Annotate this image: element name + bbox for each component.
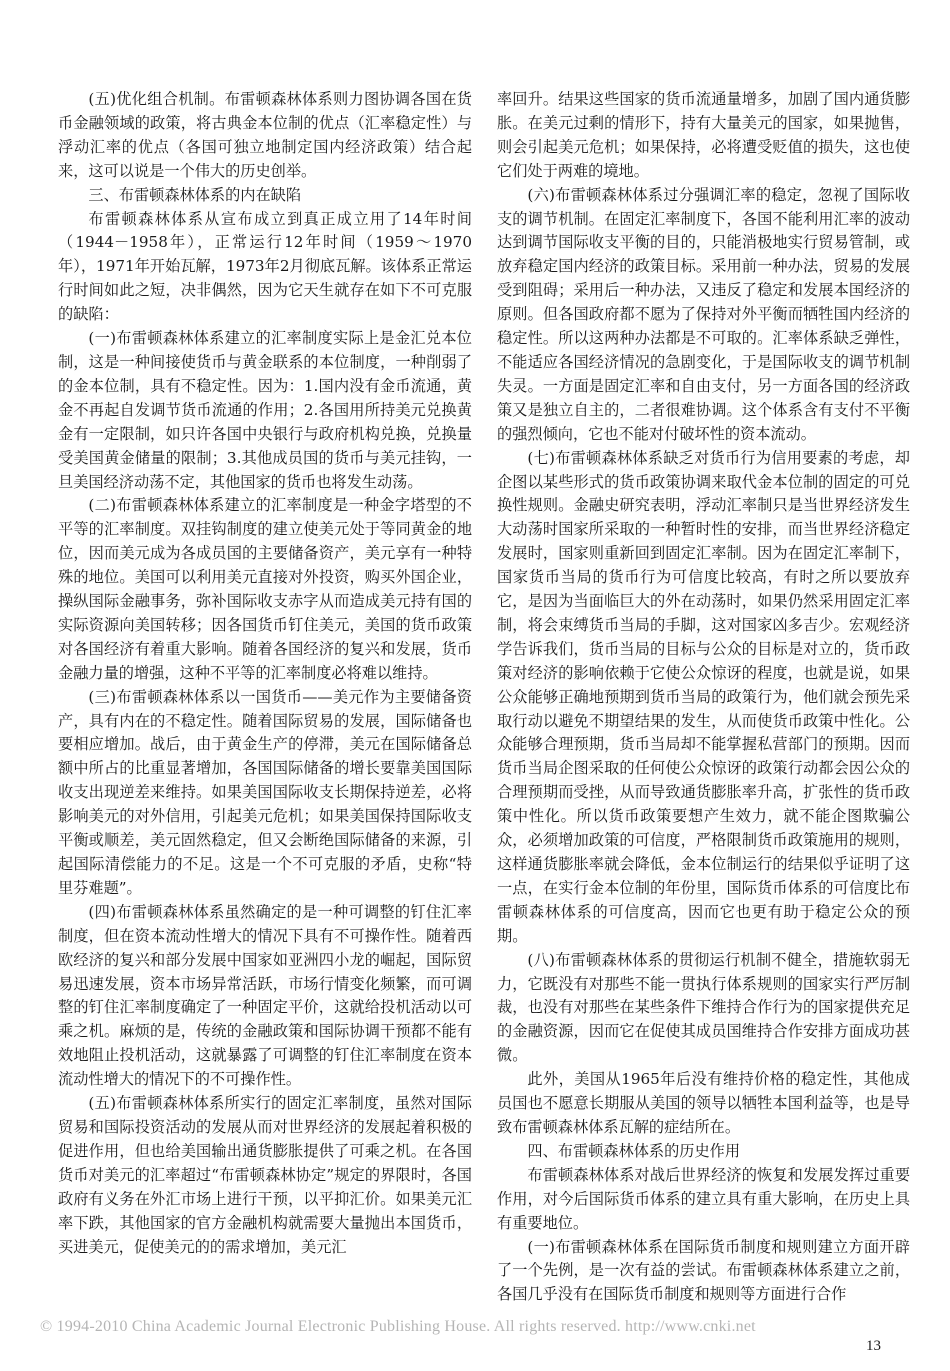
paragraph: (一)布雷顿森林体系建立的汇率制度实际上是金汇兑本位制，这是一种间接使货币与黄金联系的本位制度，一种削弱了的金本位制，具有不稳定性。因为：1.国内没有金币流通，黄金不再起自发调节货币流通的作用；2.各国用所持美元兑换黄金有一定限制，如只许各国中央银行与政府机构兑换，兑换量受美国黄金储量的限制；3.其他成员国的货币与美元挂钩，一旦美国经济动荡不定，其他国家的货币也将发生动荡。 — [58, 329, 472, 491]
section-heading: 四、布雷顿森林体系的历史作用 — [527, 1141, 741, 1160]
paragraph: 率回升。结果这些国家的货币流通量增多，加剧了国内通货膨胀。在美元过剩的情形下，持有大量美元的国家，如果抛售，则会引起美元危机；如果保持，必将遭受贬值的损失，这也使它们处于两难的境地。 — [497, 90, 910, 180]
paragraph: (四)布雷顿森林体系虽然确定的是一种可调整的钉住汇率制度，但在资本流动性增大的情况下具有不可操作性。随着西欧经济的复兴和部分发展中国家如亚洲四小龙的崛起，国际贸易迅速发展，资本市场异常活跃，市场行情变化频繁，而可调整的钉住汇率制度确定了一种固定平价，这就给投机活动以可乘之机。麻烦的是，传统的金融政策和国际协调干预都不能有效地阻止投机活动，这就暴露了可调整的钉住汇率制度在资本流动性增大的情况下的不可操作性。 — [58, 902, 472, 1089]
paragraph: (五)优化组合机制。布雷顿森林体系则力图协调各国在货币金融领域的政策，将古典金本位制的优点（汇率稳定性）与浮动汇率的优点（各国可独立地制定国内经济政策）结合起来，这可以说是一个伟大的历史创举。 — [58, 90, 472, 180]
section-heading: 三、布雷顿森林体系的内在缺陷 — [88, 185, 302, 204]
paragraph: (一)布雷顿森林体系在国际货币制度和规则建立方面开辟了一个先例，是一次有益的尝试。布雷顿森林体系建立之前，各国几乎没有在国际货币制度和规则等方面进行合作 — [497, 1237, 910, 1304]
right-column — [497, 88, 910, 1307]
paragraph: (二)布雷顿森林体系建立的汇率制度是一种金字塔型的不平等的汇率制度。双挂钩制度的建立使美元处于等同黄金的地位，因而美元成为各成员国的主要储备资产，美元享有一种特殊的地位。美国可以利用美元直接对外投资，购买外国企业，操纵国际金融事务，弥补国际收支赤字从而造成美元持有国的实际资源向美国转移；因各国货币钉住美元，美国的货币政策对各国经济有着重大影响。随着各国经济的复兴和发展，货币金融力量的增强，这种不平等的汇率制度必将难以维持。 — [58, 496, 472, 682]
paragraph: (六)布雷顿森林体系过分强调汇率的稳定，忽视了国际收支的调节机制。在固定汇率制度下，各国不能利用汇率的波动达到调节国际收支平衡的目的，只能消极地实行贸易管制，或放弃稳定国内经济的政策目标。采用前一种办法，贸易的发展受到阻碍；采用后一种办法，又违反了稳定和发展本国经济的原则。但各国政府都不愿为了保持对外平衡而牺牲国内经济的稳定性。所以这两种办法都是不可取的。汇率体系缺乏弹性，不能适应各国经济情况的急剧变化，于是国际收支的调节机制失灵。一方面是固定汇率和自由支付，另一方面各国的经济政策又是独立自主的，二者很难协调。这个体系含有支付不平衡的强烈倾向，它也不能对付破坏性的资本流动。 — [497, 185, 910, 443]
page-number: 13 — [866, 1338, 881, 1354]
paragraph: 布雷顿森林体系从宣布成立到真正成立用了14年时间（1944－1958年），正常运行12年时间（1959～1970年），1971年开始瓦解，1973年2月彻底瓦解。该体系正常运行时间如此之短，决非偶然，因为它天生就存在如下不可克服的缺陷： — [58, 209, 472, 324]
paragraph: 布雷顿森林体系对战后世界经济的恢复和发展发挥过重要作用，对今后国际货币体系的建立具有重大影响，在历史上具有重要地位。 — [497, 1165, 910, 1232]
paragraph: 此外，美国从1965年后没有维持价格的稳定性，其他成员国也不愿意长期服从美国的领导以牺牲本国利益等，也是导致布雷顿森林体系瓦解的症结所在。 — [497, 1070, 910, 1136]
paragraph: (五)布雷顿森林体系所实行的固定汇率制度，虽然对国际贸易和国际投资活动的发展从而对世界经济的发展起着积极的促进作用，但也给美国输出通货膨胀提供了可乘之机。在各国货币对美元的汇率超过“布雷顿森林协定”规定的界限时，各国政府有义务在外汇市场上进行干预，以平抑汇价。如果美元汇率下跌，其他国家的官方金融机构就需要大量抛出本国货币，买进美元，促使美元的的需求增加，美元汇 — [58, 1094, 472, 1256]
paragraph: (三)布雷顿森林体系以一国货币——美元作为主要储备资产，具有内在的不稳定性。随着国际贸易的发展，国际储备也要相应增加。战后，由于黄金生产的停滞，美元在国际储备总额中所占的比重显著增加，各国国际储备的增长要靠美国国际收支出现逆差来维持。如果美国国际收支长期保持逆差，必将影响美元的对外信用，引起美元危机；如果美国保持国际收支平衡或顺差，美元固然稳定，但又会断绝国际储备的来源，引起国际清偿能力的不足。这是一个不可克服的矛盾，史称“特里芬难题”。 — [58, 687, 472, 897]
copyright-footer: © 1994-2010 China Academic Journal Electronic Publishing House. All rights reserved. http://www.cnki.net — [40, 1318, 756, 1335]
paragraph: (七)布雷顿森林体系缺乏对货币行为信用要素的考虑，却企图以某些形式的货币政策协调来取代金本位制的固定的可兑换性规则。金融史研究表明，浮动汇率制只是当世界经济发生大动荡时国家所采取的一种暂时性的安排，而当世界经济稳定发展时，国家则重新回到固定汇率制。因为在固定汇率制下，国家货币当局的货币行为可信度比较高，有时之所以要放弃它，是因为当面临巨大的外在动荡时，如果仍然采用固定汇率制，将会束缚货币当局的手脚，这对国家凶多吉少。宏观经济学告诉我们，货币当局的目标与公众的目标是对立的，货币政策对经济的影响依赖于它使公众惊讶的程度，也就是说，如果公众能够正确地预期到货币当局的政策行为，他们就会预先采取行动以避免不期望结果的发生，从而使货币政策中性化。公众能够合理预期，货币当局却不能掌握私营部门的预期。因而货币当局企图采取的任何使公众惊讶的政策行动都会因公众的合理预期而受挫，从而导致通货膨胀率升高，扩张性的货币政策中性化。所以货币政策要想产生效力，就不能企图欺骗公众，必须增加政策的可信度，严格限制货币政策施用的规则，这样通货膨胀率就会降低，金本位制运行的结果似乎证明了这一点，在实行金本位制的年份里，国际货币体系的可信度比布雷顿森林体系的可信度高，因而它也更有助于稳定公众的预期。 — [497, 448, 910, 945]
left-column — [58, 88, 472, 1259]
paragraph: (八)布雷顿森林体系的贯彻运行机制不健全，措施软弱无力，它既没有对那些不能一贯执行体系规则的国家实行严厉制裁，也没有对那些在某些条件下维持合作行为的国家提供充足的金融资源，因而它在促使其成员国维持合作安排方面成功甚微。 — [497, 950, 910, 1065]
